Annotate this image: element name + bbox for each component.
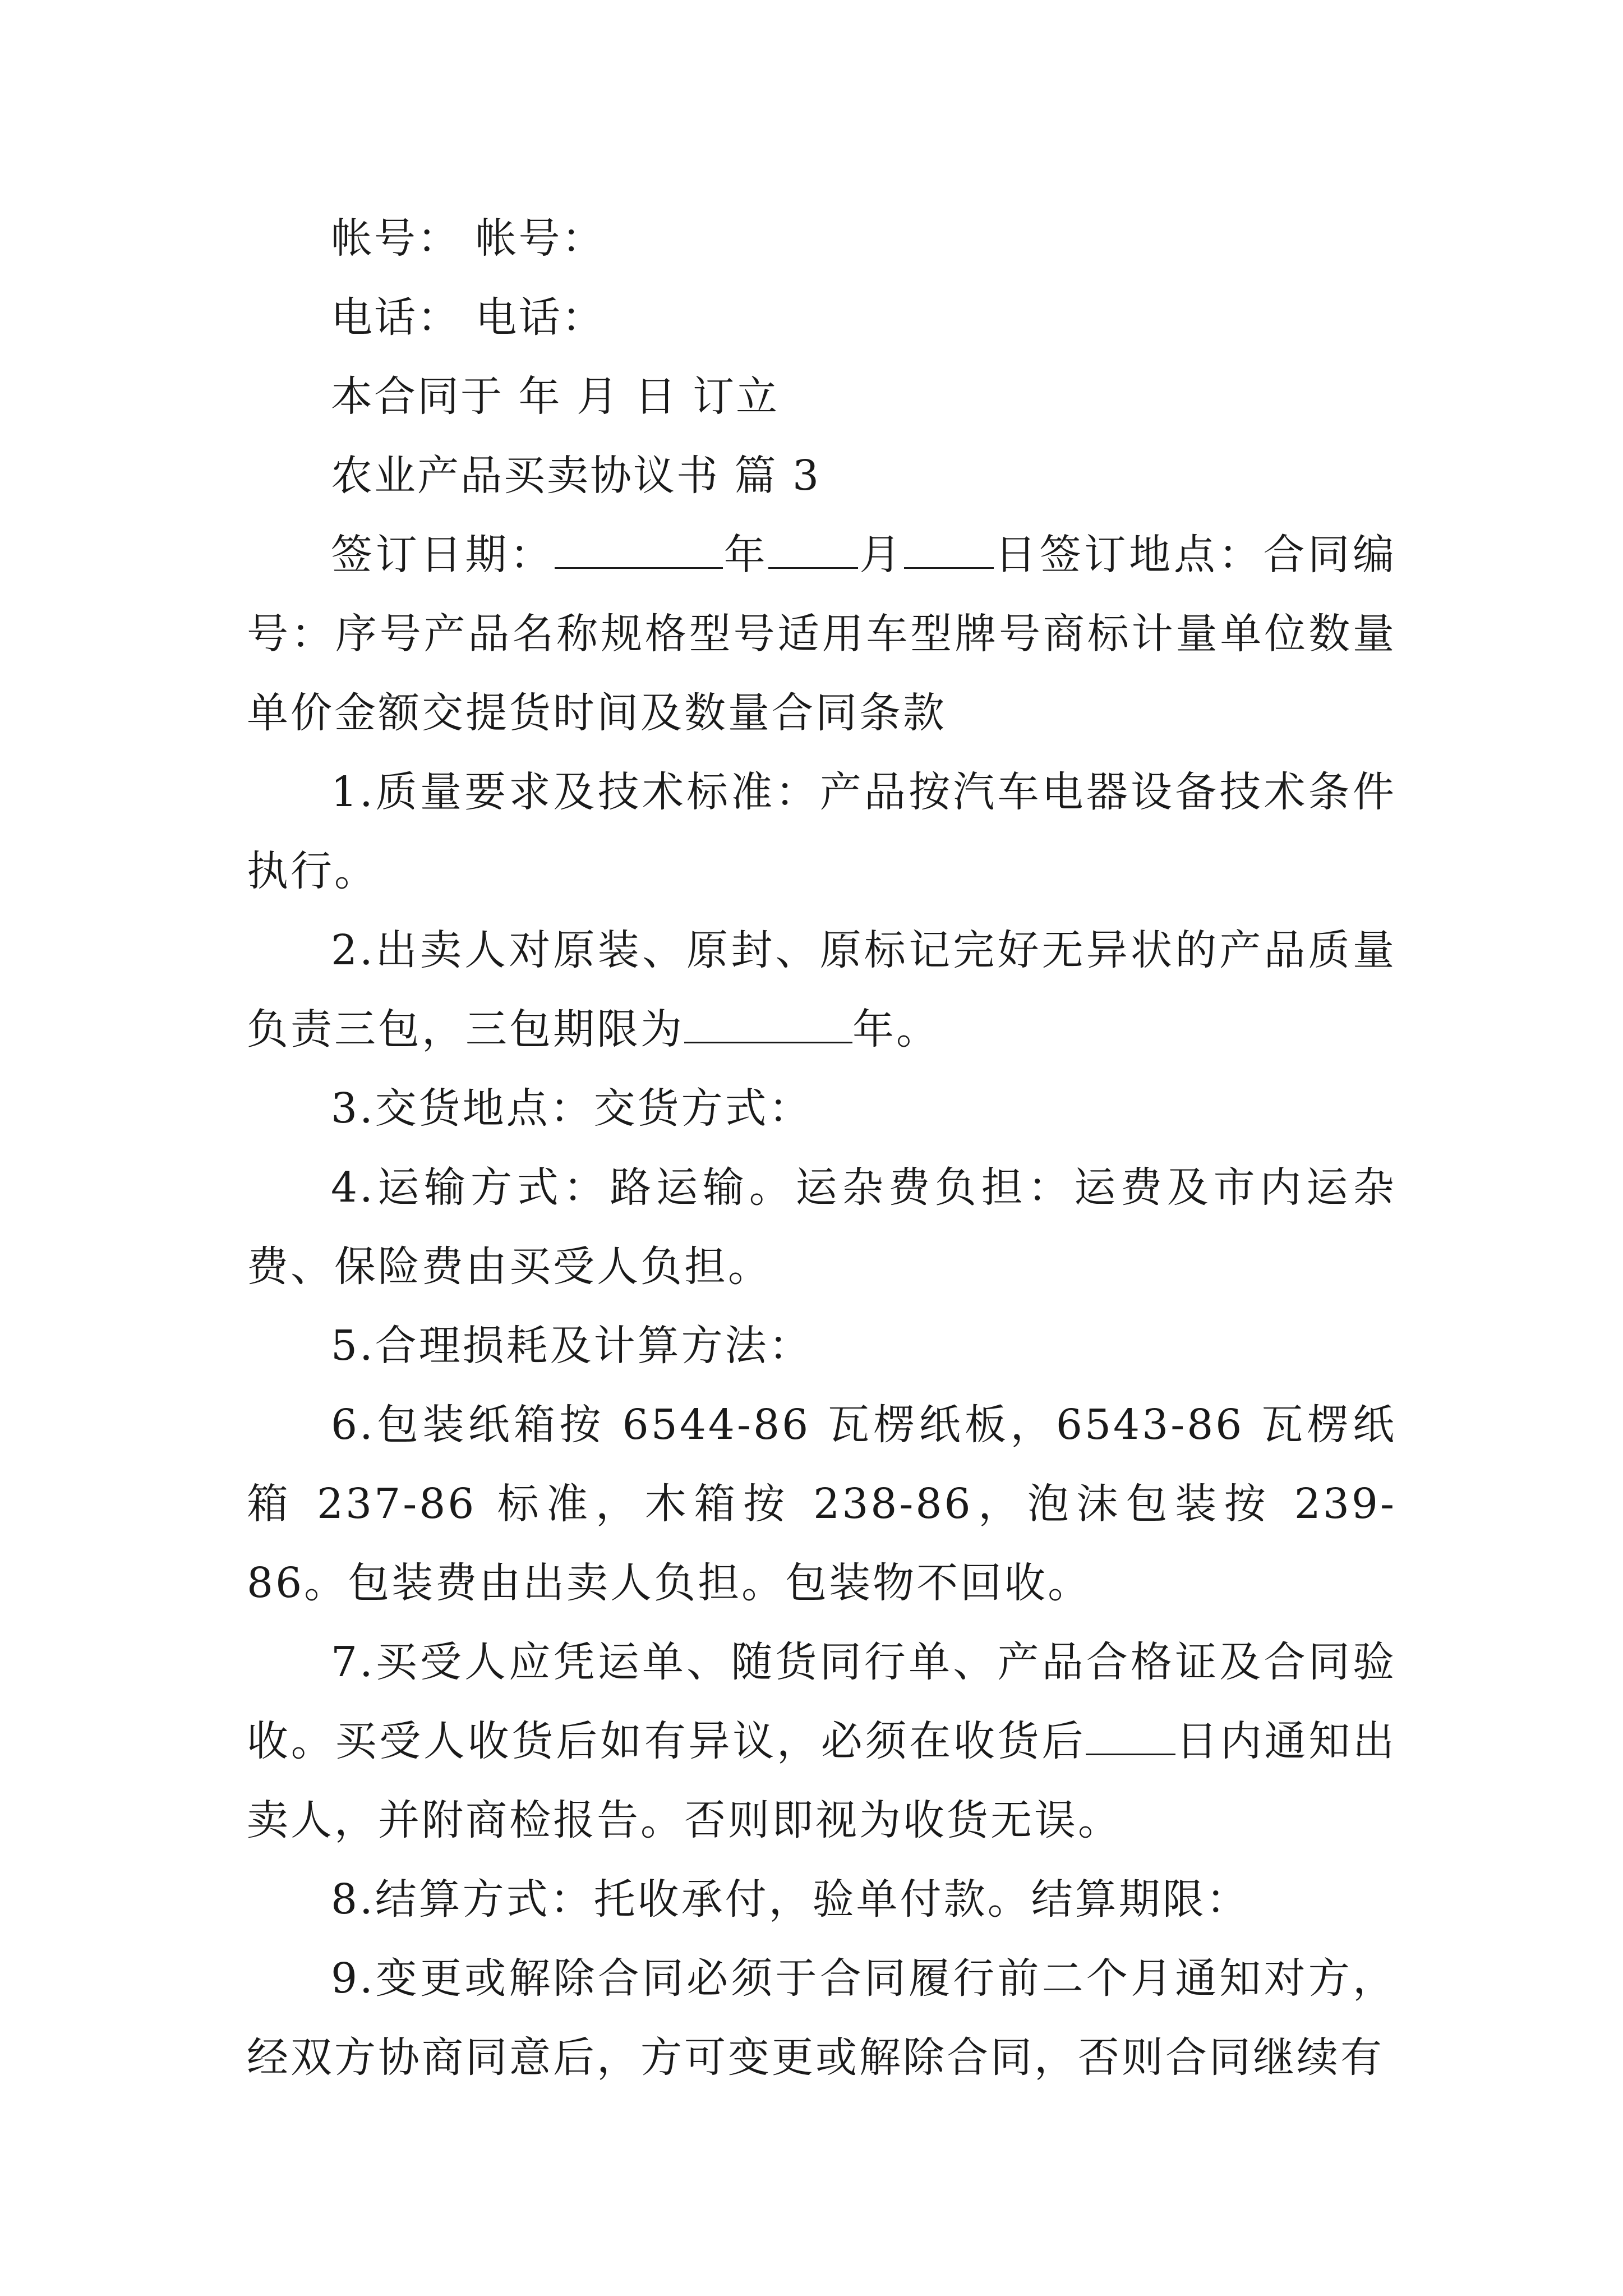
clause-6: 6.包装纸箱按 6544-86 瓦楞纸板，6543-86 瓦楞纸箱 237-86 标准，木箱按 238-86，泡沫包装按 239-86。包装费由出卖人负担。包装物不回收。 (247, 1401, 1396, 1607)
clause-8: 8.结算方式：托收承付，验单付款。结算期限： (331, 1875, 1250, 1924)
year-blank (555, 533, 723, 569)
year-label: 年 (722, 531, 769, 579)
month-label: 月 (858, 531, 905, 579)
clause-4: 4.运输方式：路运输。运杂费负担：运费及市内运杂费、保险费由买受人负担。 (247, 1163, 1396, 1291)
section-title: 农业产品买卖协议书 篇 3 (331, 452, 821, 500)
month-blank (768, 533, 858, 569)
day-and-place-text: 日签订地点：合同编号：序号产品名称规格型号适用车型牌号商标计量单位数量单价金额交提货时间及数量合同条款 (247, 531, 1397, 737)
notice-days-blank (1086, 1720, 1175, 1755)
clause-7 (247, 1623, 1396, 1860)
signing-info-paragraph (247, 516, 1396, 753)
clause-2 (247, 911, 1396, 1069)
clause-9: 9.变更或解除合同必须于合同履行前二个月通知对方，经双方协商同意后，方可变更或解除合同，否则合同继续有 (247, 1954, 1396, 2082)
day-blank (904, 533, 994, 569)
clause-5: 5.合理损耗及计算方法： (331, 1322, 813, 1370)
clause-1: 1.质量要求及技术标准：产品按汽车电器设备技术条件执行。 (247, 768, 1396, 895)
clause-3: 3.交货地点：交货方式： (331, 1084, 813, 1133)
signing-date-label: 签订日期： (331, 531, 555, 579)
clause-7-end: 日内通知出卖人，并附商检报告。否则即视为收货无误。 (247, 1717, 1396, 1844)
warranty-years-blank (684, 1008, 852, 1043)
contract-date-line: 本合同于 年 月 日 订立 (331, 372, 780, 421)
clause-2-end: 年。 (852, 1005, 940, 1053)
document-body (247, 199, 1396, 2097)
clause-7-text: 7.买受人应凭运单、随货同行单、产品合格证及合同验收。买受人收货后如有异议，必须在收货后 (247, 1638, 1396, 1765)
clause-2-text: 2.出卖人对原装、原封、原标记完好无异状的产品质量负责三包，三包期限为 (247, 926, 1396, 1053)
phone-line: 电话： 电话： (331, 293, 605, 342)
account-line: 帐号： 帐号： (331, 214, 605, 263)
